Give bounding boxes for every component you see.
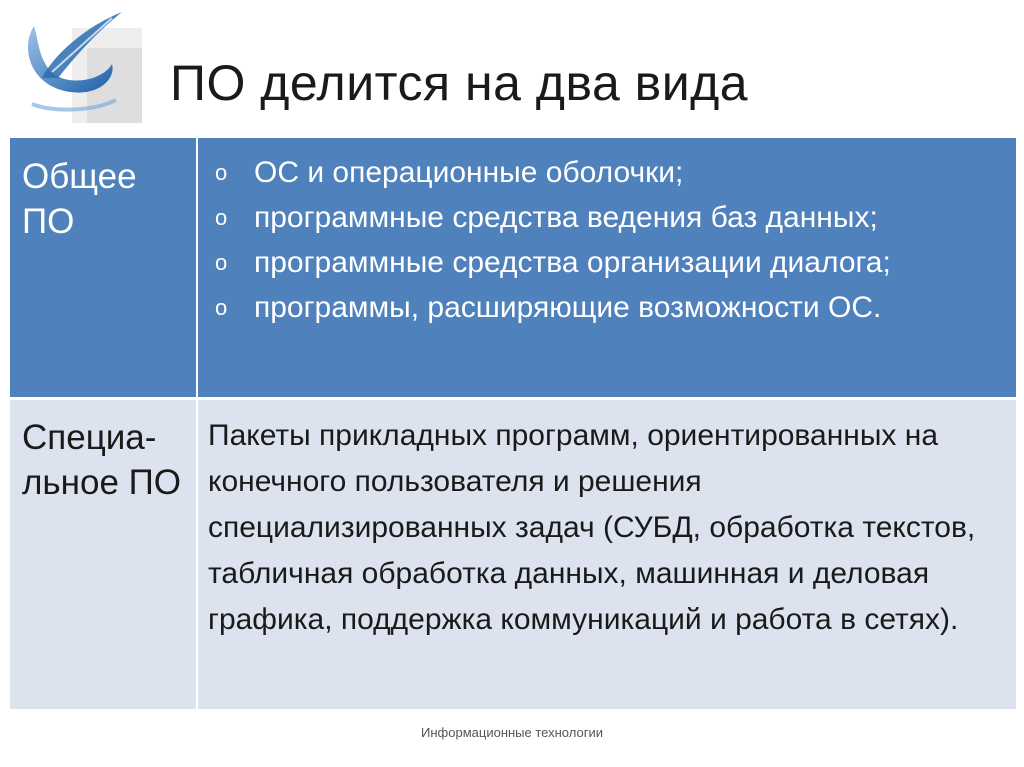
slide-title: ПО делится на два вида — [170, 55, 749, 111]
slide-footer: Информационные технологии — [421, 725, 603, 740]
general-label-cell — [10, 138, 197, 399]
circle-bullet-icon: o — [215, 160, 228, 185]
circle-bullet-icon: o — [215, 205, 228, 230]
table-row-general — [10, 138, 1016, 399]
circle-bullet-icon: o — [215, 295, 228, 320]
special-label-cell — [10, 399, 197, 710]
general-label: Общее ПО — [22, 157, 137, 241]
list-item — [198, 195, 1016, 240]
list-item — [198, 150, 1016, 195]
general-items-cell — [197, 138, 1016, 399]
list-item-text: программы, расширяющие возможности ОС. — [254, 291, 882, 324]
quill-logo-icon — [12, 8, 142, 123]
list-item-text: программные средства ведения баз данных; — [254, 201, 878, 234]
circle-bullet-icon: o — [215, 250, 228, 275]
list-item-text: ОС и операционные оболочки; — [254, 156, 684, 189]
list-item — [198, 285, 1016, 330]
special-text-cell — [197, 399, 1016, 710]
table-row-special — [10, 399, 1016, 710]
general-items-list — [198, 138, 1016, 330]
content-table — [10, 138, 1016, 709]
list-item — [198, 240, 1016, 285]
special-description: Пакеты прикладных программ, ориентированных на конечного пользователя и решения специализированных задач (СУБД, обработка текстов, табличная обработка данных, машинная и деловая графика, поддержка коммуникаций и работа в сетях). — [208, 419, 976, 636]
special-label: Специа-льное ПО — [22, 418, 182, 502]
list-item-text: программные средства организации диалога; — [254, 246, 891, 279]
